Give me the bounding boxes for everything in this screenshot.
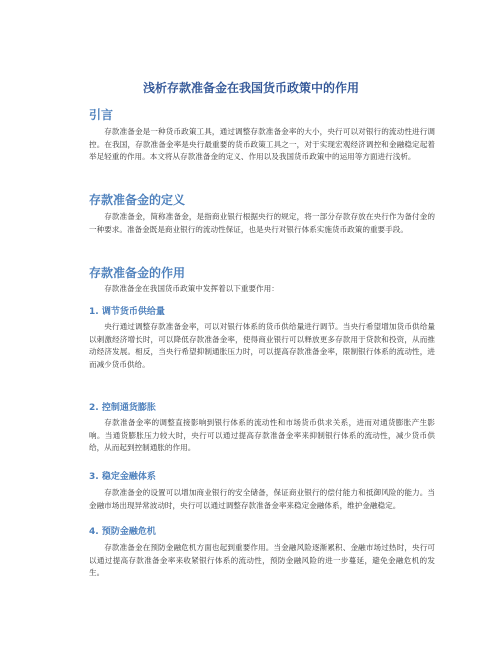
- document-title: 浅析存款准备金在我国货币政策中的作用: [142, 81, 359, 95]
- section-heading-introduction: 引言: [89, 108, 114, 122]
- subsection-paragraph-inflation: 存款准备金率的调整直接影响到银行体系的流动性和市场货币供求关系，进而对通货膨胀产生影响。当通货膨胀压力较大时，央行可以通过提高存款准备金率来抑制银行体系的流动性，减少货币供给，从而起到控制通胀的作用。: [89, 418, 435, 453]
- subsection-heading-inflation: 2. 控制通货膨胀: [89, 403, 156, 413]
- subsection-heading-financial-stability: 3. 稳定金融体系: [89, 472, 156, 482]
- subsection-heading-money-supply: 1. 调节货币供给量: [89, 307, 165, 317]
- section-paragraph-role: 存款准备金在我国货币政策中发挥着以下重要作用：: [104, 284, 279, 293]
- subsection-heading-crisis-prevention: 4. 预防金融危机: [89, 527, 156, 537]
- section-heading-definition: 存款准备金的定义: [89, 193, 186, 207]
- subsection-paragraph-money-supply: 央行通过调整存款准备金率，可以对银行体系的货币供给量进行调节。当央行希望增加货币供给量以刺激经济增长时，可以降低存款准备金率，使得商业银行可以释放更多存款用于贷款和投资，从而推动经济发展。相反，当央行希望抑制通胀压力时，可以提高存款准备金率，限制银行体系的流动性，进而减少货币供给。: [89, 322, 435, 369]
- section-heading-role: 存款准备金的作用: [89, 266, 186, 280]
- section-paragraph-introduction: 存款准备金是一种货币政策工具，通过调整存款准备金率的大小，央行可以对银行的流动性进行调控。在我国，存款准备金率是央行最重要的货币政策工具之一，对于实现宏观经济调控和金融稳定起着举足轻重的作用。本文将从存款准备金的定义、作用以及我国货币政策中的运用等方面进行浅析。: [89, 127, 435, 162]
- section-paragraph-definition: 存款准备金，简称准备金，是指商业银行根据央行的规定，将一部分存款存放在央行作为备付金的一种要求。准备金既是商业银行的流动性保证，也是央行对银行体系实施货币政策的重要手段。: [89, 212, 435, 234]
- subsection-paragraph-financial-stability: 存款准备金的设置可以增加商业银行的安全储备，保证商业银行的偿付能力和抵御风险的能力。当金融市场出现异常波动时，央行可以通过调整存款准备金率来稳定金融体系，维护金融稳定。: [89, 488, 435, 510]
- subsection-paragraph-crisis-prevention: 存款准备金在预防金融危机方面也起到重要作用。当金融风险逐渐累积、金融市场过热时，央行可以通过提高存款准备金率来收紧银行体系的流动性，预防金融风险的进一步蔓延，避免金融危机的发生。: [89, 543, 435, 578]
